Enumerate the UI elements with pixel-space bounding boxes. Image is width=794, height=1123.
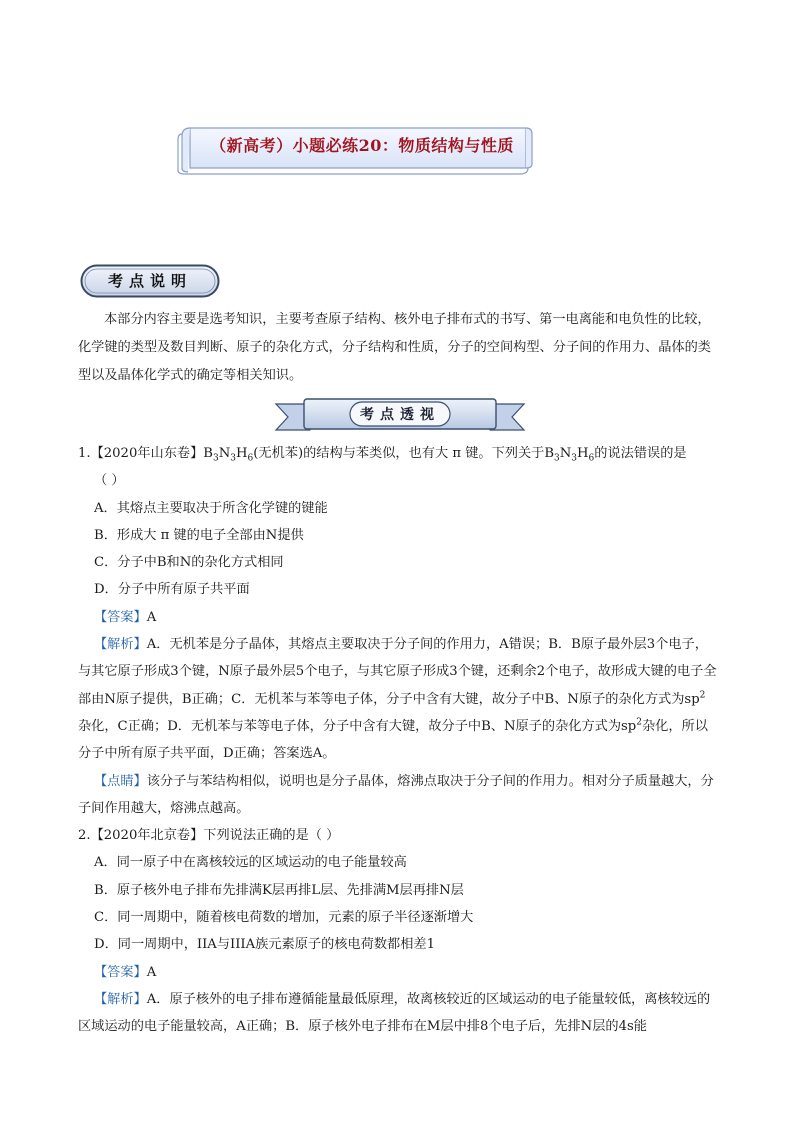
- question-2-option-c: C．同一周期中，随着核电荷数的增加，元素的原子半径逐渐增大: [94, 910, 474, 926]
- question-1-option-a: A．其熔点主要取决于所含化学键的键能: [94, 500, 328, 516]
- q1-stem-part: 的说法错误的是: [594, 446, 687, 461]
- point-label: 【点睛】: [94, 773, 147, 789]
- question-1-option-c: C．分子中B和N的杂化方式相同: [94, 555, 284, 571]
- analysis-text: 杂化，C正确；D．无机苯与苯等电子体，分子中含有大键，故分子中B、N原子的杂化方式为sp: [78, 718, 637, 734]
- question-1-option-b: B．形成大 π 键的电子全部由N提供: [94, 527, 304, 543]
- question-1-point: [78, 768, 718, 823]
- title-banner: [176, 124, 536, 176]
- q1-formula-n: N: [559, 446, 572, 461]
- section-ribbon: [274, 396, 526, 436]
- q1-stem-part: 1.【2020年山东卷】B: [78, 446, 213, 461]
- q1-subscript: 3: [212, 453, 219, 464]
- analysis-label: 【解析】: [94, 991, 147, 1007]
- intro-paragraph: 本部分内容主要是选考知识，主要考查原子结构、核外电子排布式的书写、第一电离能和电负性的比较，化学键的类型及数目判断、原子的杂化方式，分子结构和性质，分子的空间构型、分子间的作用力、晶体的类型以及晶体化学式的确定等相关知识。: [78, 312, 711, 383]
- section-ribbon-label: 考点透视: [360, 407, 440, 423]
- question-2-option-a: A．同一原子中在离核较远的区域运动的电子能量较高: [94, 855, 407, 871]
- section-badge-label: 考点说明: [107, 272, 192, 290]
- analysis-text: 杂化，所以分子中所有原子共平面，D正确；答案选A。: [78, 718, 708, 762]
- answer-value: A: [146, 609, 157, 625]
- question-1-answer: [78, 604, 718, 631]
- analysis-superscript: 2: [636, 717, 642, 728]
- q1-formula-h: H: [577, 446, 589, 461]
- analysis-text: A．原子核外的电子排布遵循能量最低原理，故离核较近的区域运动的电子能量较低，离核较远的区域运动的电子能量较高，A正确；B．原子核外电子排布在M层中排8个电子后，先排N层的4s能: [78, 991, 711, 1035]
- analysis-label: 【解析】: [94, 637, 147, 653]
- answer-label: 【答案】: [94, 609, 147, 625]
- analysis-superscript: 2: [699, 690, 706, 701]
- section-badge: [80, 264, 220, 298]
- q1-subscript: 6: [247, 453, 254, 464]
- question-2-answer: [78, 959, 718, 986]
- analysis-text: A．无机苯是分子晶体，其熔点主要取决于分子间的作用力，A错误；B．B原子最外层3个电子，与其它原子形成3个键，N原子最外层5个电子，与其它原子形成3个键，还剩余2个电子，故形成大键的电子全部由N原子提供，B正确；C．无机苯与苯等电子体，分子中含有大键，故分子中B、N原子的杂化方式为sp: [78, 637, 717, 707]
- question-1-option-d: D．分子中所有原子共平面: [94, 582, 250, 598]
- point-text: 该分子与苯结构相似，说明也是分子晶体，熔沸点取决于分子间的作用力。相对分子质量越大，分子间作用越大，熔沸点越高。: [78, 773, 714, 816]
- q1-stem-part: (无机苯)的结构与苯类似，也有大 π 键。下列关于B: [253, 446, 555, 461]
- q1-subscript: 3: [554, 453, 560, 464]
- q1-subscript: 6: [588, 453, 595, 464]
- question-2-analysis: [78, 986, 718, 1041]
- question-content: [78, 440, 718, 1041]
- q1-subscript: 3: [230, 453, 236, 464]
- question-2-stem: 2.【2020年北京卷】下列说法正确的是（ ）: [78, 828, 340, 844]
- question-2-option-d: D．同一周期中，IIA与IIIA族元素原子的核电荷数都相差1: [94, 937, 435, 953]
- question-2-option-b: B．原子核外电子排布先排满K层再排L层、先排满M层再排N层: [94, 882, 464, 898]
- q1-formula-n: N: [218, 446, 231, 461]
- answer-label: 【答案】: [94, 964, 147, 980]
- q1-formula-h: H: [235, 446, 248, 461]
- q1-subscript: 3: [571, 453, 578, 464]
- answer-value: A: [146, 964, 157, 980]
- page-title: （新高考）小题必练20：物质结构与性质: [210, 136, 514, 155]
- question-1-blank: （ ）: [94, 473, 125, 489]
- question-1-stem: [78, 440, 718, 467]
- question-1-analysis: [78, 631, 718, 767]
